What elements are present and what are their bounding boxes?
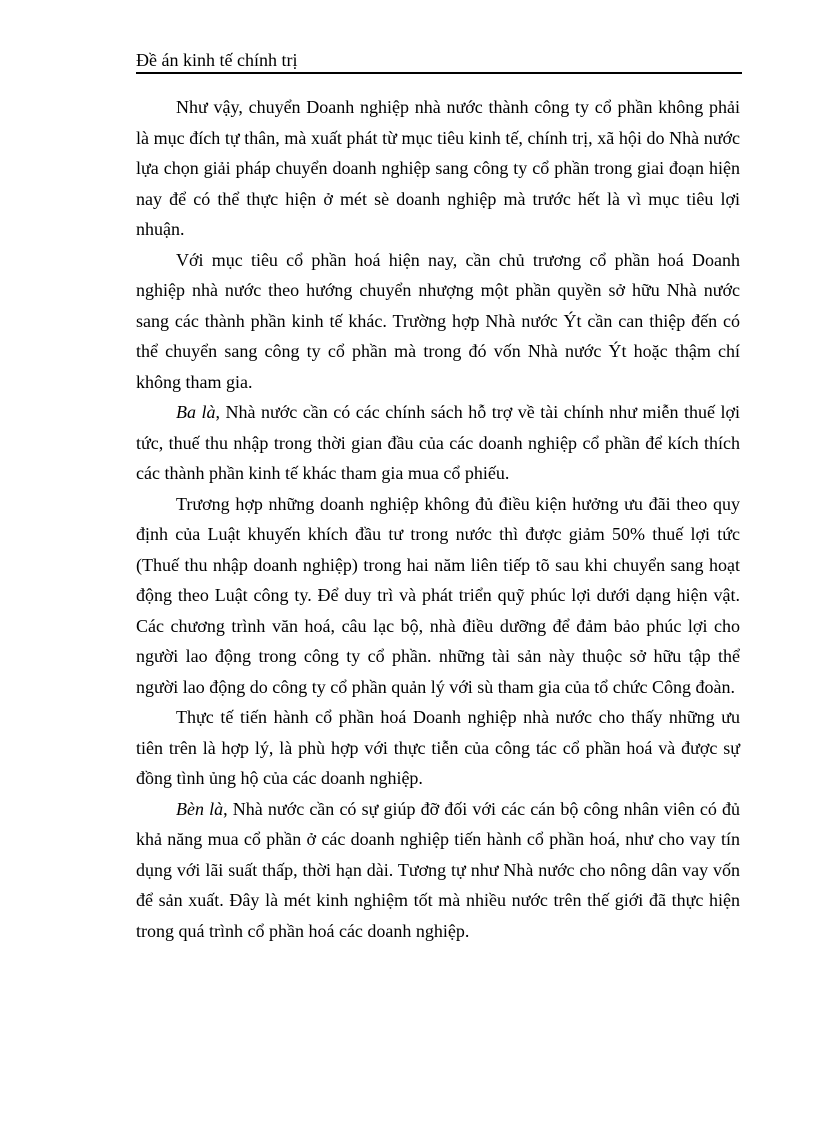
paragraph-lead-italic: Ba là: [176, 402, 216, 422]
paragraph-text: Với mục tiêu cổ phần hoá hiện nay, cần chủ trương cổ phần hoá Doanh nghiệp nhà nước theo hướng chuyển nhượng một phần quyền sở hữu Nhà nước sang các thành phần kinh tế khác. Trường hợp Nhà nước Ýt cần can thiệp đến có thể chuyển sang công ty cổ phần mà trong đó vốn Nhà nước Ýt hoặc thậm chí không tham gia.: [136, 249, 740, 392]
document-body: [136, 92, 740, 946]
paragraph: [136, 489, 740, 703]
paragraph: [136, 702, 740, 794]
paragraph-text: Như vậy, chuyển Doanh nghiệp nhà nước thành công ty cổ phần không phải là mục đích tự thân, mà xuất phát từ mục tiêu kinh tế, chính trị, xã hội do Nhà nước lựa chọn giải pháp chuyển doanh nghiệp sang công ty cổ phần trong giai đoạn hiện nay để có thể thực hiện ở mét sè doanh nghiệp mà trước hết là vì mục tiêu lợi nhuận.: [136, 97, 740, 239]
paragraph-text: , Nhà nước cần có các chính sách hỗ trợ về tài chính như miễn thuế lợi tức, thuế thu nhập trong thời gian đầu của các doanh nghiệp cổ phần để kích thích các thành phần kinh tế khác tham gia mua cổ phiếu.: [136, 402, 741, 483]
paragraph: [136, 245, 740, 398]
paragraph: [136, 794, 740, 947]
paragraph-lead-italic: Bèn là: [176, 798, 224, 819]
paragraph-text: , Nhà nước cần có sự giúp đỡ đối với các cán bộ công nhân viên có đủ khả năng mua cổ phần ở các doanh nghiệp tiến hành cổ phần hoá, như cho vay tín dụng với lãi suất thấp, thời hạn dài. Tương tự như Nhà nước cho nông dân vay vốn để sản xuất. Đây là mét kinh nghiệm tốt mà nhiều nước trên thế giới đã thực hiện trong quá trình cổ phần hoá các doanh nghiệp.: [136, 798, 740, 941]
paragraph-text: Thực tế tiến hành cổ phần hoá Doanh nghiệp nhà nước cho thấy những ưu tiên trên là hợp lý, là phù hợp với thực tiễn của công tác cổ phần hoá và được sự đồng tình ủng hộ của các doanh nghiệp.: [136, 707, 740, 788]
paragraph-text: Trương hợp những doanh nghiệp không đủ điều kiện hưởng ưu đãi theo quy định của Luật khuyến khích đầu tư trong nước thì được giảm 50% thuế lợi tức (Thuế thu nhập doanh nghiệp) trong hai năm liên tiếp tõ sau khi chuyển sang hoạt động theo Luật công ty. Để duy trì và phát triển quỹ phúc lợi dưới dạng hiện vật. Các chương trình văn hoá, câu lạc bộ, nhà điều dưỡng để đảm bảo phúc lợi cho người lao động trong công ty cổ phần. những tài sản này thuộc sở hữu tập thể người lao động do công ty cổ phần quản lý với sù tham gia của tổ chức Công đoàn.: [136, 493, 740, 697]
page-header: [136, 48, 742, 74]
header-title: Đề án kinh tế chính trị: [136, 50, 298, 70]
paragraph: [136, 397, 740, 489]
paragraph: [136, 92, 740, 245]
